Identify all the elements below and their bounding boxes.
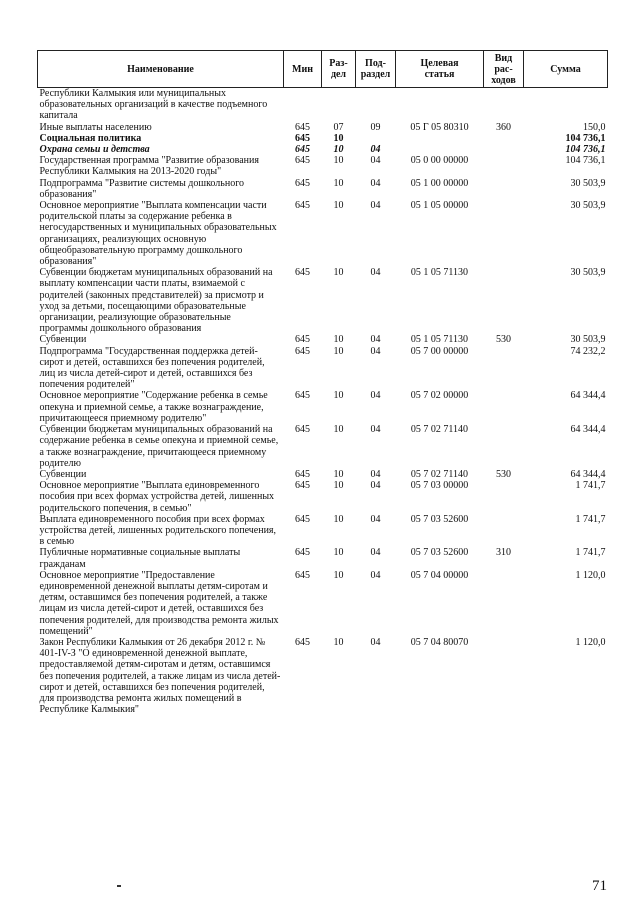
row-podrazdel: 04 <box>370 177 381 189</box>
row-celevaya-statya <box>396 133 484 144</box>
row-razdel: 10 <box>333 569 344 581</box>
row-min: 645 <box>295 547 310 559</box>
table-row <box>38 155 608 177</box>
row-razdel: 07 <box>333 121 344 133</box>
header-name: Наименование <box>38 51 284 88</box>
row-min <box>284 88 322 122</box>
table-header-row <box>38 51 608 88</box>
table-row <box>38 469 608 480</box>
row-celevaya-statya <box>396 144 484 155</box>
row-podrazdel: 04 <box>370 636 381 648</box>
table-row <box>38 346 608 391</box>
row-razdel: 10 <box>333 200 344 212</box>
row-name: Подпрограмма "Государственная поддержка детей-сирот и детей, оставшихся без попечения родителей, лиц из числа детей-сирот и детей, оставшихся без попечения родителей" <box>39 345 265 391</box>
row-summa: 104 736,1 <box>565 155 606 167</box>
row-min: 645 <box>295 390 310 402</box>
row-razdel: 10 <box>333 334 344 346</box>
row-celevaya-statya: 05 0 00 00000 <box>410 155 469 167</box>
row-podrazdel <box>356 133 396 144</box>
row-summa: 104 736,1 <box>565 144 606 156</box>
row-razdel: 10 <box>333 345 344 357</box>
table-row <box>38 637 608 715</box>
row-name: Подпрограмма "Развитие системы дошкольного образования" <box>39 177 245 200</box>
row-min: 645 <box>295 267 310 279</box>
row-podrazdel: 04 <box>370 345 381 357</box>
row-min: 645 <box>295 155 310 167</box>
row-vid-rashodov <box>484 144 524 155</box>
row-summa: 104 736,1 <box>565 132 606 144</box>
row-vid-rashodov <box>484 514 524 548</box>
row-vid-rashodov: 360 <box>496 121 511 133</box>
row-min: 645 <box>295 177 310 189</box>
row-min: 645 <box>295 144 310 156</box>
row-celevaya-statya: 05 7 04 00000 <box>410 569 469 581</box>
row-podrazdel: 04 <box>370 424 381 436</box>
row-summa: 74 232,2 <box>570 345 606 357</box>
row-celevaya-statya: 05 1 00 00000 <box>410 177 469 189</box>
row-vid-rashodov: 530 <box>496 334 511 346</box>
row-celevaya-statya: 05 7 02 71140 <box>410 468 469 480</box>
row-vid-rashodov <box>484 88 524 122</box>
row-vid-rashodov <box>484 133 524 144</box>
row-vid-rashodov <box>484 155 524 177</box>
row-name: Субвенции <box>39 334 87 346</box>
row-celevaya-statya: 05 7 04 80070 <box>410 636 469 648</box>
table-row <box>38 514 608 548</box>
row-razdel: 10 <box>333 267 344 279</box>
row-vid-rashodov: 310 <box>496 547 511 559</box>
row-razdel: 10 <box>333 424 344 436</box>
row-vid-rashodov <box>484 480 524 514</box>
budget-table <box>37 50 608 715</box>
table-body <box>38 88 608 716</box>
row-name: Основное мероприятие "Выплата компенсации части родительской платы за содержание ребенка в негосударственных и муниципальных образовательных организациях, реализующих основную общеобразовательную программу дошкольного образования" <box>39 200 277 268</box>
header-summa: Сумма <box>524 51 608 88</box>
row-vid-rashodov <box>484 570 524 637</box>
row-vid-rashodov <box>484 200 524 267</box>
row-name: Основное мероприятие "Выплата единовременного пособия при всех формах устройства детей, лишенных родительского попечения, в семью" <box>39 480 275 514</box>
row-name: Субвенции <box>39 468 87 480</box>
header-razdel: Раз- дел <box>322 51 356 88</box>
row-razdel <box>322 88 356 122</box>
row-podrazdel: 09 <box>370 121 381 133</box>
row-celevaya-statya: 05 7 02 71140 <box>410 424 469 436</box>
row-name: Выплата единовременного пособия при всех формах устройства детей, лишенных родительского попечения, в семью <box>39 513 277 548</box>
row-summa: 1 741,7 <box>575 513 606 525</box>
scan-speck <box>117 885 121 887</box>
row-name: Закон Республики Калмыкия от 26 декабря 2012 г. № 401-IV-З "О единовременной денежной выплате, предоставляемой детям-сиротам и детям, оставшимся без попечения родителей, а также лицам из числа детей-сирот и детей, оставшихся без попечения родителей, для производства ремонта жилых помещений в Республике Калмыкия" <box>39 636 281 716</box>
row-vid-rashodov <box>484 390 524 424</box>
row-min: 645 <box>295 334 310 346</box>
row-summa: 30 503,9 <box>570 267 606 279</box>
table-row <box>38 424 608 469</box>
row-name: Социальная политика <box>39 132 142 144</box>
row-podrazdel: 04 <box>370 267 381 279</box>
table-row <box>38 144 608 155</box>
row-min: 645 <box>295 121 310 133</box>
row-razdel: 10 <box>333 144 344 156</box>
table-row <box>38 267 608 334</box>
row-razdel: 10 <box>333 636 344 648</box>
row-name: Иные выплаты населению <box>39 121 152 133</box>
row-celevaya-statya: 05 7 03 52600 <box>410 547 469 559</box>
row-celevaya-statya: 05 1 05 71130 <box>410 267 469 279</box>
row-podrazdel: 04 <box>370 569 381 581</box>
row-summa: 1 120,0 <box>575 569 606 581</box>
row-min: 645 <box>295 200 310 212</box>
row-razdel: 10 <box>333 513 344 525</box>
table-row <box>38 122 608 133</box>
header-min: Мин <box>284 51 322 88</box>
page-number: 71 <box>592 878 607 894</box>
header-celevaya-statya: Целевая статья <box>396 51 484 88</box>
row-celevaya-statya <box>396 88 484 122</box>
row-celevaya-statya: 05 1 05 71130 <box>410 334 469 346</box>
row-min: 645 <box>295 345 310 357</box>
row-podrazdel: 04 <box>370 155 381 167</box>
row-summa: 30 503,9 <box>570 177 606 189</box>
row-min: 645 <box>295 468 310 480</box>
row-summa: 1 741,7 <box>575 547 606 559</box>
table-row <box>38 88 608 122</box>
table-row <box>38 547 608 569</box>
header-podrazdel: Под- раздел <box>356 51 396 88</box>
header-vid-rashodov: Вид рас- ходов <box>484 51 524 88</box>
row-podrazdel: 04 <box>370 200 381 212</box>
row-vid-rashodov <box>484 637 524 715</box>
row-podrazdel: 04 <box>370 468 381 480</box>
row-podrazdel: 04 <box>370 334 381 346</box>
row-name: Республики Калмыкия или муниципальных образовательных организаций в качестве подъемного капитала <box>39 88 268 122</box>
table-row <box>38 570 608 637</box>
row-summa: 1 741,7 <box>575 480 606 492</box>
table-row <box>38 133 608 144</box>
row-razdel: 10 <box>333 390 344 402</box>
row-podrazdel: 04 <box>370 480 381 492</box>
row-name: Основное мероприятие "Содержание ребенка в семье опекуна и приемной семье, а также вознаграждение, причитающееся приемному родителю" <box>39 390 268 424</box>
row-podrazdel: 04 <box>370 144 381 156</box>
row-razdel: 10 <box>333 177 344 189</box>
table-row <box>38 178 608 200</box>
row-razdel: 10 <box>333 480 344 492</box>
row-min: 645 <box>295 513 310 525</box>
row-name: Субвенции бюджетам муниципальных образований на выплату компенсации части платы, взимаемой с родителей (законных представителей) за присмотр и уход за детьми, посещающими образовательные организации, реализующие образовательные программы дошкольного образования <box>39 267 273 335</box>
table-row <box>38 200 608 267</box>
row-summa: 150,0 <box>583 121 606 133</box>
row-min: 645 <box>295 569 310 581</box>
table-row <box>38 480 608 514</box>
row-vid-rashodov: 530 <box>496 468 511 480</box>
row-summa: 64 344,4 <box>570 424 606 436</box>
table-row <box>38 390 608 424</box>
row-vid-rashodov <box>484 178 524 200</box>
row-vid-rashodov <box>484 267 524 334</box>
row-vid-rashodov <box>484 346 524 391</box>
row-podrazdel <box>356 88 396 122</box>
row-name: Охрана семьи и детства <box>39 144 150 156</box>
row-celevaya-statya: 05 7 03 00000 <box>410 480 469 492</box>
row-razdel: 10 <box>333 468 344 480</box>
row-summa: 1 120,0 <box>575 636 606 648</box>
row-vid-rashodov <box>484 424 524 469</box>
row-podrazdel: 04 <box>370 547 381 559</box>
row-razdel: 10 <box>333 155 344 167</box>
row-name: Основное мероприятие "Предоставление единовременной денежной выплаты детям-сиротам и детям, оставшимся без попечения родителей, а также лицам из числа детей-сирот и детей, оставшихся без попечения родителей, для производства ремонта жилых помещений" <box>39 569 279 637</box>
row-min: 645 <box>295 480 310 492</box>
row-celevaya-statya: 05 7 02 00000 <box>410 390 469 402</box>
row-name: Государственная программа "Развитие образования Республики Калмыкия на 2013-2020 годы" <box>39 155 259 178</box>
row-min: 645 <box>295 424 310 436</box>
row-summa: 30 503,9 <box>570 334 606 346</box>
table-row <box>38 334 608 345</box>
row-razdel: 10 <box>333 547 344 559</box>
row-celevaya-statya: 05 Г 05 80310 <box>410 121 469 133</box>
row-summa: 64 344,4 <box>570 390 606 402</box>
row-podrazdel: 04 <box>370 513 381 525</box>
row-celevaya-statya: 05 7 00 00000 <box>410 345 469 357</box>
row-summa <box>524 88 608 122</box>
row-razdel: 10 <box>333 132 344 144</box>
row-summa: 30 503,9 <box>570 200 606 212</box>
row-min: 645 <box>295 636 310 648</box>
row-name: Публичные нормативные социальные выплаты гражданам <box>39 547 241 570</box>
row-podrazdel: 04 <box>370 390 381 402</box>
row-celevaya-statya: 05 1 05 00000 <box>410 200 469 212</box>
row-celevaya-statya: 05 7 03 52600 <box>410 513 469 525</box>
row-min: 645 <box>295 132 310 144</box>
row-summa: 64 344,4 <box>570 468 606 480</box>
row-name: Субвенции бюджетам муниципальных образований на содержание ребенка в семье опекуна и приемной семье, а также вознаграждение, причитающееся приемному родителю <box>39 424 279 469</box>
